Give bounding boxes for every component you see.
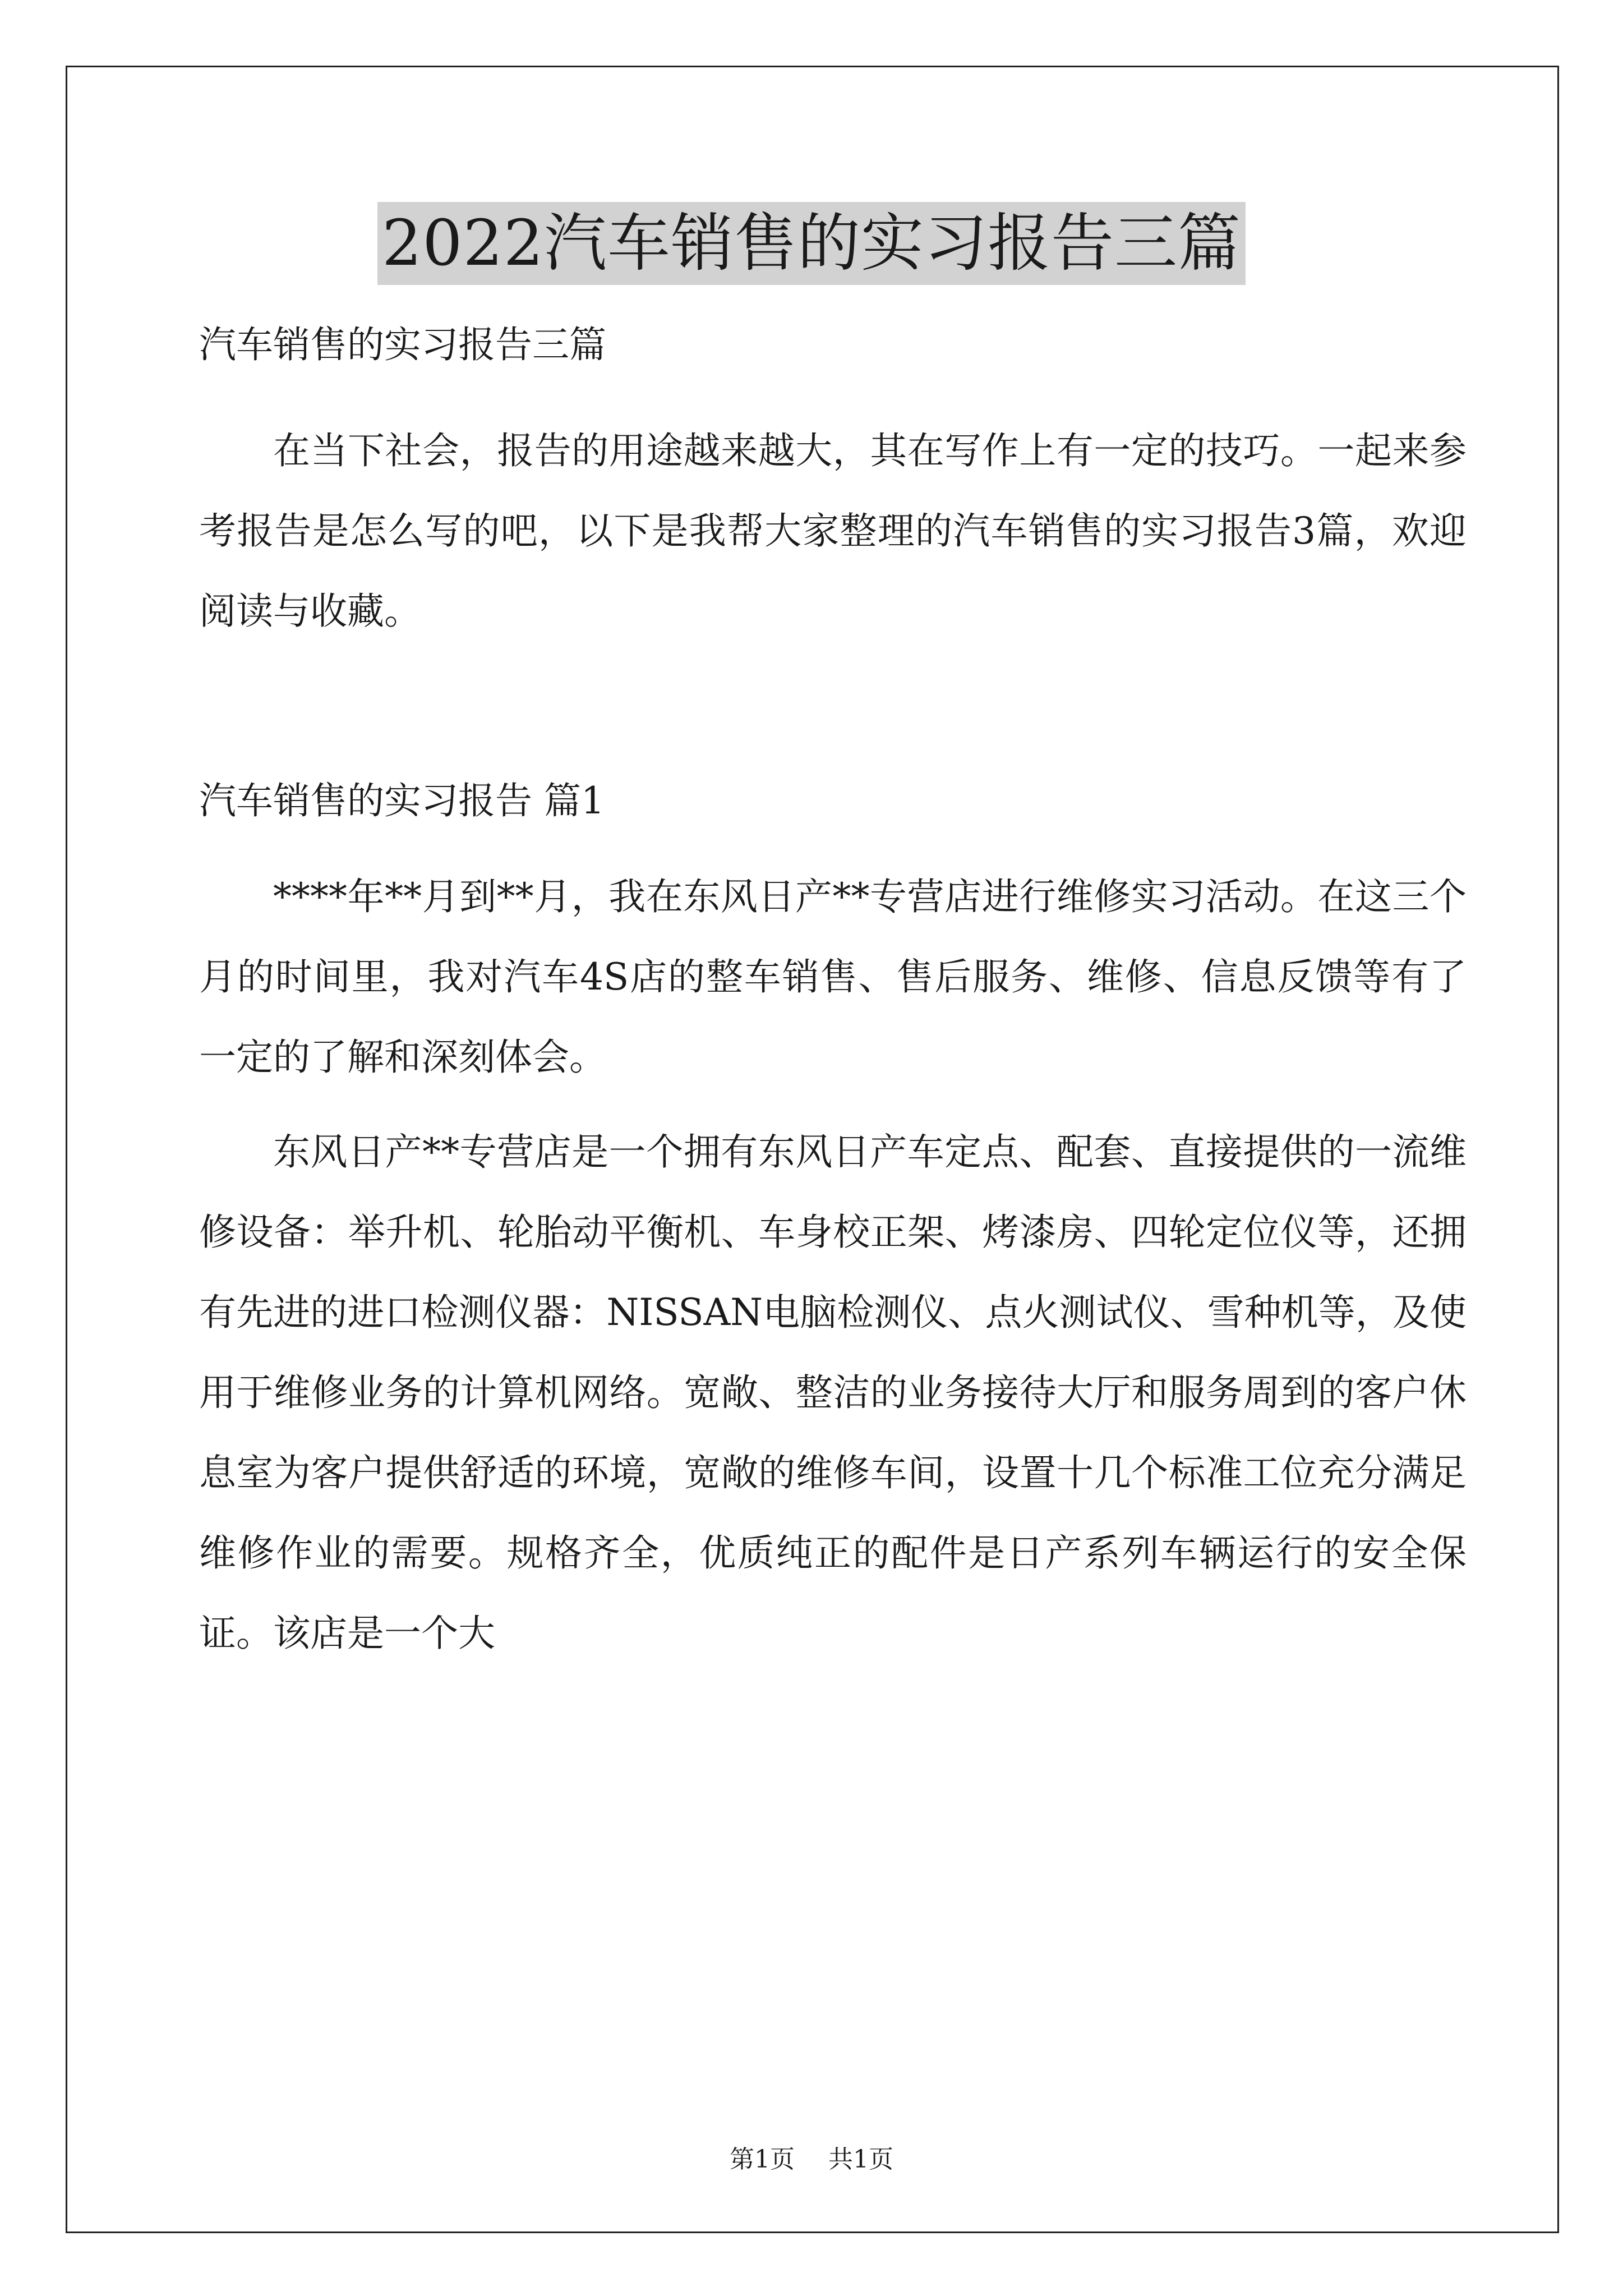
section1-paragraph-1: ****年**月到**月，我在东风日产**专营店进行维修实习活动。在这三个月的时间里，我对汽车4S店的整车销售、售后服务、维修、信息反馈等有了一定的了解和深刻体会。	[199, 875, 1467, 1079]
document-title: 2022汽车销售的实习报告三篇	[377, 202, 1246, 285]
section-heading-1: 汽车销售的实习报告 篇1	[199, 779, 605, 822]
document-body	[199, 314, 1467, 1673]
page-footer	[0, 2143, 1623, 2177]
document-subtitle: 汽车销售的实习报告三篇	[199, 323, 606, 366]
page-number: 第1页	[730, 2145, 795, 2174]
intro-paragraph: 在当下社会，报告的用途越来越大，其在写作上有一定的技巧。一起来参考报告是怎么写的吧，以下是我帮大家整理的汽车销售的实习报告3篇，欢迎阅读与收藏。	[199, 429, 1467, 633]
title-container	[0, 202, 1623, 285]
section1-paragraph-2: 东风日产**专营店是一个拥有东风日产车定点、配套、直接提供的一流维修设备：举升机、轮胎动平衡机、车身校正架、烤漆房、四轮定位仪等，还拥有先进的进口检测仪器：NISSAN电脑检测仪、点火测试仪、雪种机等，及使用于维修业务的计算机网络。宽敞、整洁的业务接待大厅和服务周到的客户休息室为客户提供舒适的环境，宽敞的维修车间，设置十几个标准工位充分满足维修作业的需要。规格齐全，优质纯正的配件是日产系列车辆运行的安全保证。该店是一个大	[199, 1130, 1467, 1655]
page-total: 共1页	[828, 2145, 893, 2174]
